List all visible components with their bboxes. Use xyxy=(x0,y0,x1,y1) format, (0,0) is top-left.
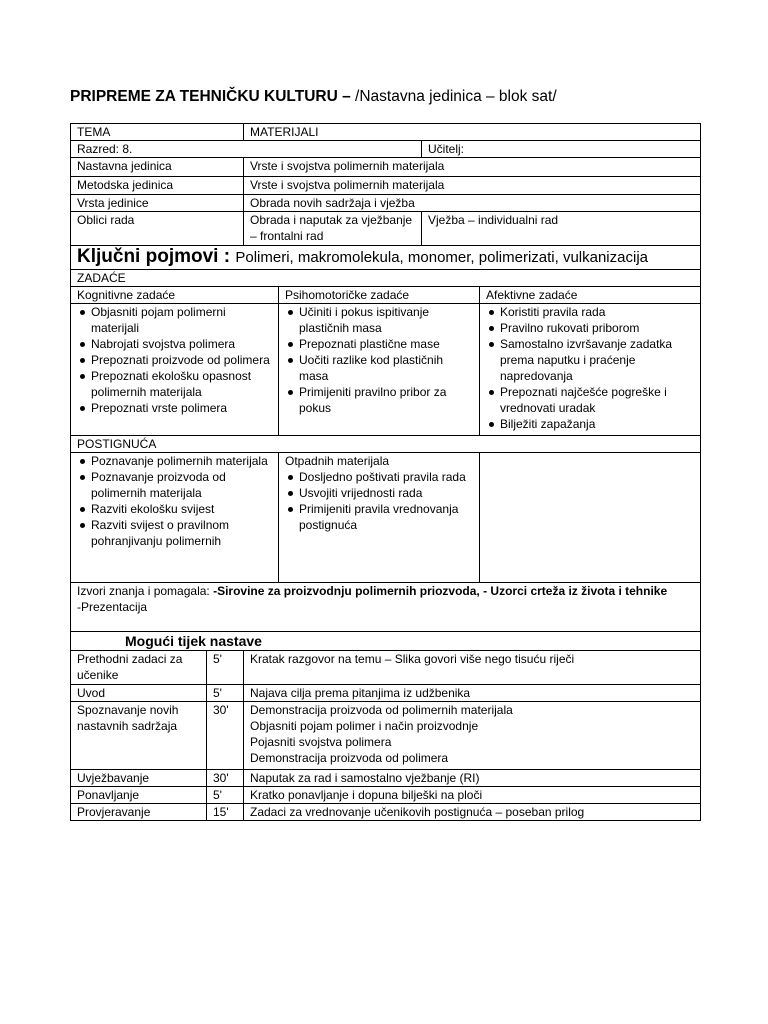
nastavna-label: Nastavna jedinica xyxy=(71,158,244,177)
activity-cell xyxy=(244,804,701,821)
kognitivne-list-cell xyxy=(71,304,279,436)
zadace-heading: ZADAĆE xyxy=(71,270,701,287)
list-item: Prepoznati ekološku opasnost polimernih materijala xyxy=(77,368,272,400)
afektivne-list xyxy=(486,304,694,432)
list-item: Poznavanje proizvoda od polimernih materijala xyxy=(77,469,272,501)
table-row xyxy=(71,804,701,821)
activity-line: Objasniti pojam polimer i način proizvodnje xyxy=(250,719,479,733)
postignuca-col2-list xyxy=(285,469,473,533)
tijek-rows xyxy=(71,651,701,821)
activity-line: Demonstracija proizvoda od polimernih materijala xyxy=(250,703,513,717)
psihomotoricke-list xyxy=(285,304,473,416)
oblici-label: Oblici rada xyxy=(71,212,244,246)
tijek-title: Mogući tijek nastave xyxy=(71,632,701,651)
postignuca-col3-cell xyxy=(480,453,701,583)
phase-cell: Spoznavanje novih nastavnih sadržaja xyxy=(71,702,207,770)
tema-value: MATERIJALI xyxy=(244,124,701,141)
activity-cell xyxy=(244,685,701,702)
list-item: Razviti svijest o pravilnom pohranjivanju polimernih xyxy=(77,517,272,549)
table-row xyxy=(71,685,701,702)
afektivne-label: Afektivne zadaće xyxy=(480,287,701,304)
page-title xyxy=(70,88,557,106)
list-item: Objasniti pojam polimerni materijali xyxy=(77,304,272,336)
ucitelj-cell: Učitelj: xyxy=(422,141,701,158)
list-item: Usvojiti vrijednosti rada xyxy=(285,485,473,501)
phase-cell: Uvježbavanje xyxy=(71,770,207,787)
time-cell: 5' xyxy=(207,787,244,804)
list-item: Bilježiti zapažanja xyxy=(486,416,694,432)
list-item: Primijeniti pravila vrednovanja postignuća xyxy=(285,501,473,533)
metodska-value: Vrste i svojstva polimernih materijala xyxy=(244,177,701,195)
list-item: Prepoznati proizvode od polimera xyxy=(77,352,272,368)
activity-cell xyxy=(244,770,701,787)
kognitivne-list xyxy=(77,304,272,416)
list-item: Koristiti pravila rada xyxy=(486,304,694,320)
tijek-table xyxy=(70,631,701,821)
time-cell: 5' xyxy=(207,651,244,685)
postignuca-heading: POSTIGNUĆA xyxy=(71,436,701,453)
title-rest: /Nastavna jedinica – blok sat/ xyxy=(355,88,557,105)
table-row xyxy=(71,702,701,770)
time-cell: 30' xyxy=(207,702,244,770)
izvori-label: Izvori znanja i pomagala: xyxy=(77,584,214,598)
afektivne-list-cell xyxy=(480,304,701,436)
postignuca-col1-list xyxy=(77,453,272,549)
list-item: Primijeniti pravilno pribor za pokus xyxy=(285,384,473,416)
list-item: Prepoznati plastične mase xyxy=(285,336,473,352)
activity-line: Demonstracija proizvoda od polimera xyxy=(250,751,449,765)
list-item: Poznavanje polimernih materijala xyxy=(77,453,272,469)
activity-cell xyxy=(244,702,701,770)
izvori-bold: -Sirovine za proizvodnju polimernih priozvoda, - Uzorci crteža iz života i tehnike xyxy=(213,584,668,598)
oblici-value-individualni: Vježba – individualni rad xyxy=(422,212,701,246)
list-item: Učiniti i pokus ispitivanje plastičnih masa xyxy=(285,304,473,336)
postignuca-col2-cell xyxy=(279,453,480,583)
list-item: Uočiti razlike kod plastičnih masa xyxy=(285,352,473,384)
psihomotoricke-list-cell xyxy=(279,304,480,436)
psihomotoricke-label: Psihomotoričke zadaće xyxy=(279,287,480,304)
activity-cell xyxy=(244,787,701,804)
oblici-value-frontalni: Obrada i naputak za vježbanje – frontalni rad xyxy=(244,212,422,246)
phase-cell: Uvod xyxy=(71,685,207,702)
lesson-plan-table xyxy=(70,123,701,632)
vrsta-value: Obrada novih sadržaja i vježba xyxy=(244,195,701,212)
list-item: Nabrojati svojstva polimera xyxy=(77,336,272,352)
list-item: Samostalno izvršavanje zadatka prema naputku i praćenje napredovanja xyxy=(486,336,694,384)
kljucni-value: Polimeri, makromolekula, monomer, polimerizati, vulkanizacija xyxy=(235,249,648,266)
kljucni-pojmovi xyxy=(71,246,701,270)
tema-label: TEMA xyxy=(71,124,244,141)
table-row xyxy=(71,770,701,787)
izvori-rest: -Prezentacija xyxy=(77,600,148,614)
metodska-label: Metodska jedinica xyxy=(71,177,244,195)
activity-line: Zadaci za vrednovanje učenikovih postignuća – poseban prilog xyxy=(250,805,585,819)
list-item: Prepoznati najčešće pogreške i vrednovati uradak xyxy=(486,384,694,416)
activity-line: Najava cilja prema pitanjima iz udžbenika xyxy=(250,686,471,700)
kljucni-label: Ključni pojmovi : xyxy=(77,246,236,267)
table-row xyxy=(71,787,701,804)
activity-line: Kratko ponavljanje i dopuna bilješki na ploči xyxy=(250,788,483,802)
activity-line: Naputak za rad i samostalno vježbanje (RI) xyxy=(250,771,480,785)
title-bold: PRIPREME ZA TEHNIČKU KULTURU – xyxy=(70,88,356,105)
list-item: Razviti ekološku svijest xyxy=(77,501,272,517)
table-row xyxy=(71,651,701,685)
razred-cell: Razred: 8. xyxy=(71,141,422,158)
phase-cell: Provjeravanje xyxy=(71,804,207,821)
kognitivne-label: Kognitivne zadaće xyxy=(71,287,279,304)
list-item: Pravilno rukovati priborom xyxy=(486,320,694,336)
list-item: Prepoznati vrste polimera xyxy=(77,400,272,416)
postignuca-col2-lead: Otpadnih materijala xyxy=(285,454,390,468)
activity-line: Pojasniti svojstva polimera xyxy=(250,735,392,749)
activity-line: Kratak razgovor na temu – Slika govori više nego tisuću riječi xyxy=(250,652,575,666)
izvori-cell xyxy=(71,583,701,632)
time-cell: 15' xyxy=(207,804,244,821)
phase-cell: Ponavljanje xyxy=(71,787,207,804)
vrsta-label: Vrsta jedinice xyxy=(71,195,244,212)
phase-cell: Prethodni zadaci za učenike xyxy=(71,651,207,685)
nastavna-value: Vrste i svojstva polimernih materijala xyxy=(244,158,701,177)
time-cell: 30' xyxy=(207,770,244,787)
list-item: Dosljedno poštivati pravila rada xyxy=(285,469,473,485)
postignuca-col1-cell xyxy=(71,453,279,583)
activity-cell xyxy=(244,651,701,685)
time-cell: 5' xyxy=(207,685,244,702)
